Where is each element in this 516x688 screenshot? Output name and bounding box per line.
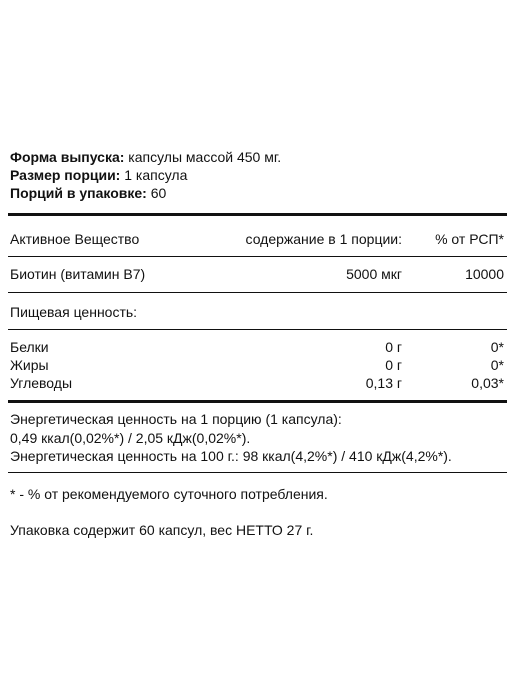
biotin-content: 5000 мкг: [346, 266, 402, 282]
table-row: [10, 338, 504, 356]
form-label: Форма выпуска:: [10, 149, 125, 165]
package-info: Упаковка содержит 60 капсул, вес НЕТТО 27 г.: [10, 522, 314, 538]
energy-line-1: Энергетическая ценность на 1 порцию (1 капсула):: [10, 411, 342, 427]
divider-4: [8, 472, 507, 473]
col-content-header: содержание в 1 порции:: [245, 231, 402, 247]
serving-value: 1 капсула: [120, 167, 188, 183]
form-line: [10, 148, 281, 166]
divider-2: [8, 292, 507, 293]
serving-label: Размер порции:: [10, 167, 121, 183]
divider-thick-middle: [8, 400, 507, 403]
table-row: [10, 374, 504, 392]
energy-line-3: Энергетическая ценность на 100 г.: 98 ккал(4,2%*) / 410 кДж(4,2%*).: [10, 448, 452, 464]
form-value: капсулы массой 450 мг.: [124, 149, 282, 165]
table-header-row: [10, 230, 504, 248]
servings-value: 60: [146, 185, 167, 201]
nutrient-content: 0 г: [385, 357, 402, 373]
serving-line: [10, 166, 187, 184]
servings-line: [10, 184, 166, 202]
biotin-name: Биотин (витамин В7): [10, 266, 146, 282]
nutrient-rsp: 0*: [490, 339, 504, 355]
nutrient-name: Жиры: [10, 357, 49, 373]
col-substance-header: Активное Вещество: [10, 231, 140, 247]
nutrient-content: 0 г: [385, 339, 402, 355]
footnote: * - % от рекомендуемого суточного потребления.: [10, 486, 328, 502]
nutrient-content: 0,13 г: [365, 375, 402, 391]
divider-thick-top: [8, 213, 507, 216]
col-rsp-header: % от РСП*: [435, 231, 504, 247]
table-row: [10, 356, 504, 374]
energy-line-2: 0,49 ккал(0,02%*) / 2,05 кДж(0,02%*).: [10, 430, 251, 446]
nutrient-rsp: 0,03*: [471, 375, 504, 391]
nutrient-rsp: 0*: [490, 357, 504, 373]
servings-label: Порций в упаковке:: [10, 185, 147, 201]
biotin-rsp: 10000: [465, 266, 504, 282]
nutrient-name: Углеводы: [10, 375, 73, 391]
divider-3: [8, 329, 507, 330]
divider-1: [8, 256, 507, 257]
nutrition-title: Пищевая ценность:: [10, 304, 138, 320]
table-row-biotin: [10, 265, 504, 283]
nutrient-name: Белки: [10, 339, 49, 355]
